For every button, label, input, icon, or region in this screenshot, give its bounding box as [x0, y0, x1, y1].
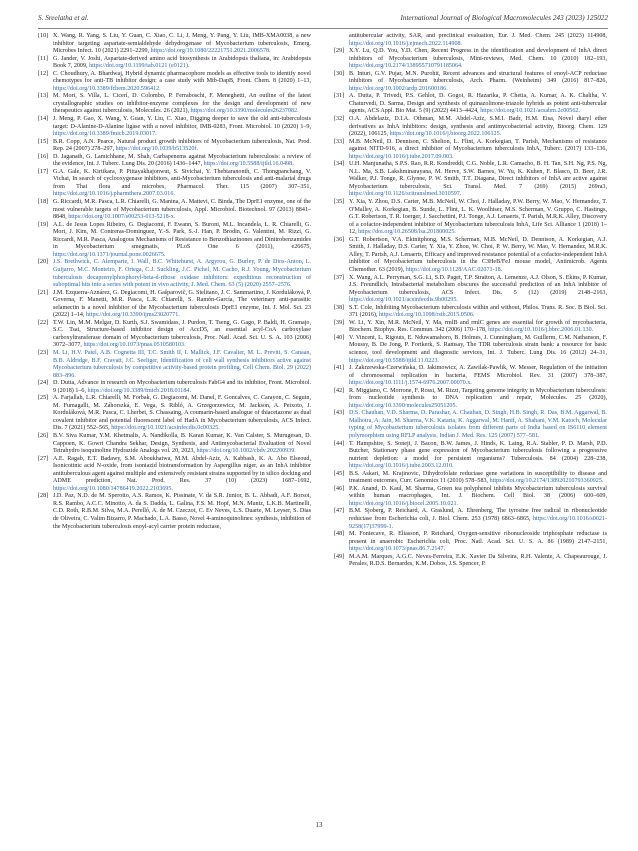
reference-text: V. Vincent, L. Rigouts, E. Nduwamahoro, B. Holmes, J. Cunningham, M. Guillerm, C.M. Nathanson, F. Moussy, B. De Jong, P. Fortkerk, S. Ramsay, The TDR tuberculosis strain bank: a resource for basic science, tool development and diagnostic services, Int. J. Tuberc. Lung Dis. 16 (2012) 24–31, [349, 334, 607, 356]
reference-text: M.B. McNeil, D. Dennison, C. Shelton, L. Flint, A. Korkegian, T. Parish, Mechanisms of resistance against NITD-916, a direct inhibitor of Mycobacterium tuberculosis InhA, Tuberc. (2017) 133–136, [349, 138, 607, 153]
reference-body [53, 350, 311, 380]
reference-text: A. Farjallah, L.R. Chiarelli, M. Forbak, G. Degiacomi, M. Danel, F. Goncalves, C. Carayon, C. Seguin, M. Fumagalli, M. Záhorszká, E. Vega, S. Ribló, A. Grzegorzewicz, M. Jackson, A. Peixoto, J. Korduláková, M.R. Pasca, C. Lherbet, S. Chassaing, A coumarin-based analogue of thiacetazone as dual covalent inhibitor and potential fluorescent label of HadA in Mycobacterium tuberculosis, ACS Infect. Dis. 7 (2021) 552–565, [53, 395, 311, 432]
reference-text: O.A. Abdelaziz, D.I.A. Othman, M.M. Abdel-Aziz, S.M.I. Badr, H.M. Eisa, Novel diaryl ether derivatives as InhA inhibitors: design, synthesis and antimycobacterial activity, Bioorg. Chem. 129 (2022), 106125, [349, 116, 607, 138]
reference-number: [35] [334, 199, 345, 206]
reference-text: B.R. Copp, A.N. Pearce, Natural product growth inhibitors of Mycobacterium tuberculosis, Nat. Prod. Rep. 24 (2007) 278–297, [53, 138, 311, 153]
reference-entry [334, 71, 607, 94]
reference-doi-link[interactable]: https://doi.org/10.3390/ijms23020771. [86, 312, 180, 319]
reference-doi-link[interactable]: https://doi.org/10.2174/138955710791185064. [349, 63, 463, 70]
reference-text: T.W. Lin, M.M. Melgar, D. Kurth, S.J. Swamidass, J. Purdon, T. Tseng, G. Gago, P. Baldi, H. Gramajo, S.C. Tsai, Structure-based inhibitor design of AccD5, an essential acyl-CoA carboxylase carboxyltransferase domain of Mycobacterium tuberculosis, Proc. Natl. Acad. Sci. U. S. A. 103 (2006) 3072–3077, [53, 319, 311, 349]
reference-entry [38, 56, 311, 71]
reference-body [53, 290, 311, 320]
reference-text: R. Miggiano, C. Morrone, F. Rossi, M. Rizzi, Targeting genome integrity in Mycobacterium tuberculosis: from nucleotide synthesis to DNA replication and repair, Molecules. 25 (2020), [349, 387, 607, 402]
page-number: 13 [315, 821, 323, 829]
reference-entry [38, 456, 311, 494]
reference-doi-link[interactable]: https://doi.org/10.1016/j.bioorg.2022.106125. [389, 131, 502, 138]
reference-number: [42] [334, 387, 345, 394]
reference-number: [36] [334, 236, 345, 243]
reference-text: A.L. de Jesus Lopes Ribeiro, G. Degiacomi, F. Ewann, S. Buroni, M.L. Incandela, L. R. Chiarelli, G. Mori, J. Kim, M. Contreras-Dominguez, Y.-S. Park, S.-J. Han, P. Brodin, G. Valentini, M. Rizzi, G. Riccardi, M.R. Pasca, Analogous Mechanisms of Resistance to Benzothiazinones and Dinitrobenzamides in Mycobacterium smegmatis, PLoS One 6 (2011), e26675, [53, 221, 311, 251]
reference-body [53, 433, 311, 456]
reference-entry [38, 395, 311, 433]
reference-entry [38, 139, 311, 154]
references-left-column [38, 33, 311, 814]
reference-text: X. Wang, A.L. Perryman, S.G. Li, S.D. Paget, T.P. Stratton, A. Lemenze, A.J. Olson, S. Ekins, P. Kumar, J.S. Freundlich, Intrabacterial metabolism obscures the successful prediction of an InhA inhibitor of Mycobacterium tuberculosis, ACS Infect. Dis. 5 (12) (2019) 2148–2163, [349, 274, 607, 296]
reference-text: J. Meng, P. Gao, X. Wang, Y. Guan, Y. Liu, C. Xiao, Digging deeper to save the old anti-tuberculosis target: D-Alanine-D-Alanine ligase with a novel inhibitor, IMB-0283, Front. Microbiol. 10 (2020) 1–9, [53, 116, 311, 130]
reference-text: S.T. Cole, Inhibiting Mycobacterium tuberculosis within and without, Philos. Trans. R. Soc. B Biol. Sci. 371 (2016), [349, 304, 607, 319]
reference-entry [38, 380, 311, 395]
reference-number: [27] [38, 455, 49, 462]
reference-text: J.M. Ezquerra-Aznárez, G. Degiacomi, H. Gašparovič, G. Stelitano, J. C. Sammartino, J. Korduláková, P. Governa, F. Manetti, M.R. Pasca, L.R. Chiarelli, S. Ramón-García, The veterinary anti-parasitic selamectin is a novel inhibitor of the Mycobacterium tuberculosis DprE1 enzyme, Int. J. Mol. Sci. 23 (2022) 1–14, [53, 289, 311, 319]
reference-number: [28] [38, 493, 49, 500]
reference-text: B.V. Siva Kumar, Y.M. Khetmalis, A. Nandikolla, B. Karan Kumar, K. Van Calster, S. Murugesan, D. Cappoen, K. Gowri Chandra Sekhar, Design, Synthesis, and Antimycobacterial Evaluation of Novel Tetrahydro isoquinoline Hydrazide Analogs vol. 20, 2023, [53, 432, 311, 455]
reference-doi-link[interactable]: https://doi.org/10.3390/molecules25051205. [349, 402, 458, 409]
reference-body [349, 471, 607, 486]
reference-text: Y. Xia, Y. Zhou, D.S. Carter, M.B. McNeil, W. Choi, J. Halladay, P.W. Berry, W. Mao, V. Hernandez, T. O'Malley, A. Korkegian, B. Sunde, L. Flint, L. K. Woolhiser, M.S. Scherman, V. Gruppo, C. Hastings, G.T. Robertson, T. R. Ioerger, J. Sacchettini, P.J. Tonge, A.J. Lenaerts, T. Parish, M.R.K. Alley, Discovery of a cofactor-independent inhibitor of Mycobacterium tuberculosis InhA, Life Sci. Alliance 1 (2018) 1–12, [349, 199, 607, 236]
reference-body [53, 71, 311, 94]
reference-number: [34] [334, 161, 345, 168]
reference-doi-link[interactable]: https://doi.org/10.26508/lsa.201800025. [358, 229, 456, 236]
reference-entry [334, 320, 607, 335]
reference-entry [38, 33, 311, 56]
reference-text: M. Fontecave, R. Eliasson, P. Reichard, Oxygen-sensitive ribonucleoside triphosphate reductase is present in anaerobic Escherichia coli, Proc. Natl. Acad. Sci. U. S. A. 86 (1989) 2147–2151, [349, 531, 607, 545]
reference-text: B.S. Askari, M. Krajinovic, Dihydrofolate reductase gene variations in susceptibility to disease and treatment outcomes, Curr. Genomics 11 (2010) 578–583, [349, 470, 607, 485]
reference-doi-link[interactable]: https://doi.org/10.1126/scitranslmed.3010597. [349, 191, 462, 198]
reference-entry [38, 116, 311, 139]
reference-doi-link[interactable]: https://doi.org/10.3390/molecules26237082. [190, 108, 299, 115]
reference-doi-link[interactable]: https://doi.org/10.3389/fchem.2020.596412. [53, 85, 161, 92]
reference-entry [334, 531, 607, 554]
reference-number: [29] [334, 48, 345, 55]
reference-entry [334, 199, 607, 237]
reference-body [349, 237, 607, 275]
reference-body [349, 508, 607, 531]
reference-entry [334, 471, 607, 486]
reference-body [349, 33, 607, 48]
reference-body [349, 388, 607, 411]
reference-body [349, 161, 607, 199]
reference-doi-link[interactable]: https://doi.org/10.1021/acsabm.2c00562. [480, 108, 580, 115]
reference-number: [12] [38, 70, 49, 77]
reference-body [53, 154, 311, 169]
reference-entry [334, 508, 607, 531]
reference-entry [334, 554, 607, 569]
reference-doi-link[interactable]: https://doi.org/10.1016/j.biocel.2005.10.021. [349, 500, 459, 507]
reference-text: D. Dutta, Advance in research on Mycobacterium tuberculosis FabG4 and its inhibitor, Front. Microbiol. 9 (2018) 1–6, [53, 380, 311, 394]
reference-number: [33] [334, 138, 345, 145]
reference-entry [334, 365, 607, 388]
reference-number: [24] [38, 380, 49, 387]
reference-entry [334, 48, 607, 71]
reference-number: [47] [334, 508, 345, 515]
reference-entry [38, 290, 311, 320]
reference-text: G. Jander, V. Joshi, Aspartate-derived amino acid biosynthesis in Arabidopsis thaliana, in: Arabidopsis Book 7, 2009, [53, 55, 311, 70]
reference-body [349, 365, 607, 388]
reference-body [53, 169, 311, 199]
reference-body [53, 33, 311, 56]
reference-doi-link[interactable]: https://doi.org/10.1016/j.ejmech.2022.114908. [349, 40, 463, 47]
reference-entry [334, 161, 607, 199]
reference-number [334, 33, 349, 48]
reference-text: G.T. Robertson, V.A. Ektnitphong, M.S. Scherman, M.B. McNeil, D. Dennison, A. Korkegian, A.J. Smith, J. Halladay, D.S. Carter, Y. Xia, Y. Zhou, W. Choi, P. W. Berry, W. Mao, V. Hernandez, M.R.K. Alley, T. Parish, A.J. Lenaerts, Efficacy and improved resistance potential of a cofactor-independent InhA inhibitor of Mycobacterium tuberculosis in the C3HeB/FeJ mouse model, Antimicrob. Agents Chemother. 63 (2019), [349, 236, 607, 273]
reference-doi-link[interactable]: https://doi.org/10.1016/s0021-9258(17)37999-1. [349, 516, 607, 530]
reference-entry [334, 33, 607, 48]
reference-body [349, 531, 607, 554]
reference-doi-link[interactable]: https://doi.org/10.1039/b513520f. [115, 146, 198, 153]
reference-number: [22] [38, 319, 49, 326]
reference-number: [31] [334, 93, 345, 100]
reference-doi-link[interactable]: J.S. Brethwick, C. Alemparte, I. Wall, B.C. Whitehurst, A. Argyrou, G. Burley, P. de Dios-Anton, L. Guijarro, M.C. Monteiro, F. Ortega, C.J. Suckling, J.C. Pichel, M. Cacho, R.J. Young, Mycobacterium tuberculosis decaprenylphosphoryl-beta-d-ribose oxidase inhibitors: expeditious reconstruction of suboptimal hits into a series with potent in vivo activity, J. Med. Chem. 63 (5) (2020) 2557–2576. [53, 259, 311, 289]
reference-number: [39] [334, 319, 345, 326]
reference-text: P.K. Anand, D. Kaul, M. Sharma, Green tea polyphenol inhibits Mycobacterium tuberculosis survival within human macrophages, Int. J. Biochem. Cell Biol. 38 (2006) 600–609, [349, 485, 607, 500]
reference-entry [38, 222, 311, 260]
reference-entry [38, 259, 311, 289]
reference-body [53, 199, 311, 222]
reference-entry [38, 93, 311, 116]
reference-number: [13] [38, 93, 49, 100]
reference-number: [19] [38, 221, 49, 228]
reference-body [349, 71, 607, 94]
reference-doi-link[interactable]: D.S. Chauhan, V.D. Sharma, D. Parashar, A. Chauhan, D. Singh, H.B. Singh, R. Das, B.M. Aggarwal, B. Malhotra, A. Jain, M. Sharma, V.K. Kataria, K. Aggarwal, M. Hanif, A. Shahani, V.M. Katoch, Molecular typing of Mycobacterium tuberculosis isolates from different parts of India based on IS6110 element polymorphism using RFLP analysis, Indian J. Med. Res. 125 (2007) 577–581. [349, 410, 607, 439]
reference-body [349, 335, 607, 365]
reference-number: [45] [334, 470, 345, 477]
reference-body [349, 305, 607, 320]
reference-body [53, 139, 311, 154]
reference-number: [11] [38, 55, 48, 62]
reference-number: [26] [38, 432, 49, 439]
reference-body [349, 116, 607, 139]
reference-entry [38, 493, 311, 531]
reference-text: M.A.M. Marques, A.G.C. Neves-Ferreira, E.K. Xavier Da Silveira, R.H. Valente, A. Chapeaurouge, J. Perales, R.D.S. Bernardes, K.M. Dobos, J.S. Spencer, P. [349, 553, 607, 568]
reference-doi-link[interactable]: https://doi.org/10.1007/s00253-013-5218-x. [68, 214, 176, 221]
reference-body [53, 56, 311, 71]
reference-body [349, 199, 607, 237]
reference-number: [30] [334, 70, 345, 77]
reference-number: [16] [38, 153, 49, 160]
reference-text: W. Li, Y. Xin, M.R. McNeil, Y. Ma, rmlB and rmlC genes are essential for growth of mycobacteria, Biochem. Biophys. Res. Commun. 342 (2006) 170–178, [349, 319, 607, 334]
reference-text: D. Jaganath, G. Lamichhane, M. Shah, Carbapenems against Mycobacterium tuberculosis: a review of the evidence, Int. J. Tuberc. Lung Dis. 20 (2016) 1436–1447, [53, 153, 311, 168]
reference-text: X.Y. Lu, Q.D. You, Y.D. Chen, Recent Progress in the identification and development of InhA direct inhibitors of Mycobacterium tuberculosis, Mini-reviews, Med. Chem. 10 (2010) 182–193, [349, 48, 607, 62]
reference-entry [334, 486, 607, 509]
running-header [38, 14, 608, 28]
reference-number: [17] [38, 168, 49, 175]
reference-doi-link[interactable]: https://doi.org/10.3389/fmicb.2018.01184. [87, 387, 191, 394]
reference-number: [48] [334, 531, 345, 538]
reference-entry [38, 71, 311, 94]
reference-entry [334, 388, 607, 411]
reference-doi-link[interactable]: https://doi.org/10.1371/journal.pone.0026675. [53, 251, 166, 258]
reference-entry [334, 139, 607, 162]
reference-number: [43] [334, 410, 345, 417]
reference-entry [334, 116, 607, 139]
reference-body [349, 48, 607, 71]
reference-entry [334, 93, 607, 116]
reference-text: C. Choudhury, A. Bhardwaj, Hybrid dynamic pharmacophore models as effective tools to identify novel chemotypes for anti-TB inhibitor design: a case study with Mtb-DapB, Front. Chem. 8 (2020) 1–13, [53, 70, 311, 85]
reference-number: [37] [334, 274, 345, 281]
reference-entry [38, 154, 311, 169]
reference-doi-link[interactable]: https://doi.org/10.1021/acsinfecdis.9b00295. [349, 297, 458, 304]
reference-entry [38, 169, 311, 199]
reference-body [53, 493, 311, 531]
reference-text: G. Riccardi, M.R. Pasca, L.R. Chiarelli, G. Manina, A. Mattevi, C. Binda, The DprE1 enzyme, one of the most vulnerable targets of Mycobacterium tuberculosis, Appl. Microbiol. Biotechnol. 97 (2013) 8841–8848, [53, 199, 311, 221]
reference-text: B. Inturi, G.V. Pujar, M.N. Purohit, Recent advances and structural features of enoyl-ACP reductase inhibitors of Mycobacterium tuberculosis, Arch. Pharm. (Weinheim) 349 (2016) 817–826, [349, 70, 607, 85]
reference-body [53, 456, 311, 494]
reference-body [53, 395, 311, 433]
reference-doi-link[interactable]: https://doi.org/10.1111/j.1574-6976.2007.00070.x. [349, 380, 472, 387]
reference-number: [32] [334, 116, 345, 123]
reference-number: [20] [38, 259, 49, 266]
reference-text: X. Wang, R. Yang, S. Liu, Y. Guan, C. Xiao, C. Li, J. Meng, Y. Pang, Y. Liu, IMB-XMA0038, a new inhibitor targeting aspartate-semialdehyde dehydrogenase of Mycobacterium tuberculosis, Emerg. Microbes Infect. 10 (2021) 2291–2299, [53, 33, 311, 55]
reference-number: [44] [334, 440, 345, 447]
reference-number: [49] [334, 553, 345, 560]
reference-entry [38, 199, 311, 222]
reference-body [349, 486, 607, 509]
reference-body [53, 380, 311, 395]
references-right-column [334, 33, 607, 814]
reference-body [349, 554, 607, 569]
reference-entry [38, 433, 311, 456]
reference-number: [25] [38, 395, 49, 402]
reference-body [349, 93, 607, 116]
reference-number: [15] [38, 138, 49, 145]
reference-number: [23] [38, 349, 49, 356]
reference-doi-link[interactable]: https://doi.org/10.1016/j.bbrc.2006.01.130. [488, 327, 594, 334]
reference-doi-link[interactable]: https://doi.org/10.1073/pnas.0510580103. [83, 342, 186, 349]
reference-text: antitubercular activity, SAR, and preclinical evaluation, Eur. J. Med. Chem. 245 (2023) 114908, [349, 33, 607, 39]
reference-entry [38, 350, 311, 380]
reference-doi-link[interactable]: https://doi.org/10.1199/tab.0121 (e0121). [89, 63, 190, 70]
reference-entry [334, 305, 607, 320]
header-authors: S. Sreelatha et al. [38, 14, 89, 22]
reference-doi-link[interactable]: https://doi.org/10.1002/ardp.201600186. [349, 85, 448, 92]
reference-number: [14] [38, 116, 49, 123]
reference-text: J.D. Paz, N.D. de M. Sperotto, A.S. Ramos, K. Pissinate, V. da S.R. Junior, B. L. Abbadi, A.F. Borsoi, R.S. Rambo, A.C.C. Minotto, A. da S. Dadda, L. Galina, F.S. M. Hopf, M.N. Muniz, L.K.B. Martinelli, C.D. Roth, R.B.M. Silva, M.A. Perelló, A. de M. Czeczot, C. Ev Neves, L.S. Duarte, M. Leyser, S. Dias de Oliveira, C. Valim Bizarro, P. Machado, L.A. Basso, Novel 4-aminoquinolines: synthesis, inhibition of the Mycobacterium tuberculosis enoyl-acyl carrier protein reductase, [53, 493, 311, 530]
reference-doi-link[interactable]: https://doi.org/10.3389/fmicb.2019.03017. [53, 131, 157, 138]
reference-doi-link[interactable]: https://doi.org/10.1073/pnas.86.7.2147. [349, 546, 446, 553]
reference-doi-link[interactable]: https://doi.org/10.5588/ijtld.16.0498. [203, 161, 294, 168]
reference-body [53, 116, 311, 139]
reference-doi-link[interactable]: https://doi.org/10.1016/j.pharmthera.2007.03.016. [53, 191, 175, 198]
reference-number: [46] [334, 485, 345, 492]
reference-entry [334, 335, 607, 365]
reference-text: A.E. Ragab, E.T. Badawy, S.M. Aboukhatwa, M.M. Abdel-Aziz, A. Kabbash, K. A. Abo Elseoud, Isonicotinic acid N-oxide, from isoniazid biotransformation by Aspergillus niger, as an InhA inhibitor antituberculous agent against multiple and extensively resistant strains supported by in silico docking and ADME prediction, Nat. Prod. Res. 37 (10) (2023) 1687–1692, [53, 455, 311, 485]
reference-text: A. Dutta, P. Trivedi, P.S. Gehlot, D. Gogoi, R. Hazarika, P. Chetia, A. Kumar, A. K. Chaliha, V. Chaturvedi, D. Sarma, Design and synthesis of quinazolinone-triazole hybrids as potent anti-tubercular agents, ACS Appl. Bio Mat. 5 (9) (2022) 4413–4424, [349, 93, 607, 115]
reference-doi-link[interactable]: https://doi.org/10.1016/j.tube.2003.12.010. [349, 463, 454, 470]
reference-doi-link[interactable]: https://doi.org/10.1016/j.tube.2017.09.003. [349, 153, 454, 160]
reference-body [349, 320, 607, 335]
reference-body [349, 441, 607, 471]
header-rule [38, 28, 608, 29]
reference-body [53, 93, 311, 116]
reference-doi-link[interactable]: https://doi.org/10.1098/rstb.2015.0506. [378, 312, 475, 319]
header-journal: International Journal of Biological Macromolecules 243 (2023) 125022 [400, 14, 608, 22]
reference-number: [41] [334, 365, 345, 372]
reference-body [53, 222, 311, 260]
reference-doi-link[interactable]: https://doi.org/10.1080/14786419.2022.2103695. [53, 485, 173, 492]
reference-entry [334, 410, 607, 440]
reference-body [349, 275, 607, 305]
reference-number: [40] [334, 334, 345, 341]
reference-body [53, 320, 311, 350]
reference-doi-link[interactable]: https://doi.org/10.5588/ijtld.11.0223. [349, 357, 439, 364]
reference-entry [334, 441, 607, 471]
reference-number: [38] [334, 304, 345, 311]
reference-text: U.H. Manjunatha, S.P.S. Rao, R.R. Kondreddi, C.G. Noble, L.R. Camacho, B. H. Tan, S.H. Ng, P.S. Ng, N.L. Ma, S.B. Lakshminarayana, M. Herve, S.W. Barnes, W. Yu, K. Kuhen, F. Blasco, D. Beer, J.R. Walker, P.J. Tonge, R. Glynne, P. W. Smith, T.T. Diagana, Direct inhibitors of InhA are active against Mycobacterium tuberculosis, Sci. Transl. Med. 7 (269) (2015) 269ra3, [349, 161, 607, 190]
reference-doi-link[interactable]: https://doi.org/10.1080/22221751.2021.2006578. [150, 48, 271, 55]
reference-doi-link[interactable]: https://doi.org/10.2174/138920210793360925. [489, 478, 604, 485]
reference-entry [334, 237, 607, 275]
reference-entry [334, 275, 607, 305]
reference-number: [21] [38, 289, 49, 296]
reference-text: B.M. Sjoberg, P. Reichard, A. Graslund, A. Ehrenberg, The tyrosine free radical in ribonucleotide reductase from Escherichia coli, J. Biol. Chem. 253 (1978) 6863–6865, [349, 508, 607, 522]
reference-text: G.A. Gale, K. Kirtikara, P. Pittayakhajonwut, S. Sivichai, Y. Thebtaranonth, C. Thongpanchang, V. Vichai, In search of cyclooxygenase inhibitors, anti-Mycobacterium tuberculosis and anti-malarial drugs from Thai flora and microbes, Pharmacol. Ther. 115 (2007) 307–351, [53, 168, 311, 190]
reference-text: T. Hampshire, S. Soneji, J. Bacon, B.W. James, J. Hinds, K. Laing, R.A. Stabler, P. D. Marsh, P.D. Butcher, Stationary phase gene expression of Mycobacterium tuberculosis following a progressive nutrient depletion: a model for persistent organisms? Tuberculosis. 84 (2004) 228–238, [349, 440, 607, 462]
reference-doi-link[interactable]: https://doi.org/10.1128/AAC.02071-18. [405, 266, 503, 273]
reference-text: J. Zakrzewska-Czerwińska, D. Jakimowicz, A. Zawilak-Pawlik, W. Messer, Regulation of the initiation of chromosomal replication in bacteria, FEMS Microbiol. Rev. 31 (2007) 378–387, [349, 365, 607, 379]
reference-doi-link[interactable]: https://doi.org/10.1002/cbdv.202200939. [196, 448, 296, 455]
reference-number: [18] [38, 199, 49, 206]
reference-body [349, 139, 607, 162]
reference-body [349, 410, 607, 440]
reference-body [53, 259, 311, 289]
reference-doi-link[interactable]: M. Li, H.V. Patel, A.B. Cognetta III, T.C. Smith II, I. Mallick, J.F. Cavalier, M. L. Previti, S. Canaan, B.B. Aldridge, B.F. Cravatt, J.C. Seeliger, Identification of cell wall synthesis inhibitors active against Mycobacterium tuberculosis by competitive activity-based protein profiling, Cell Chem. Biol. 29 (2022) 883–896. [53, 349, 311, 379]
reference-entry [38, 320, 311, 350]
reference-doi-link[interactable]: https://doi.org/10.1021/acsinfecdis.0c00325. [111, 425, 220, 432]
reference-text: M. Mori, S. Villa, L. Cicerí, D. Colombo, P. Ferraboschi, F. Meneghetti, An outline of the latest crystallographic studies on inhibitor-enzyme complexes for the design and development of new therapeutics against tuberculosis, Molecules. 26 (2021), [53, 93, 311, 115]
reference-number: [10] [38, 33, 49, 39]
